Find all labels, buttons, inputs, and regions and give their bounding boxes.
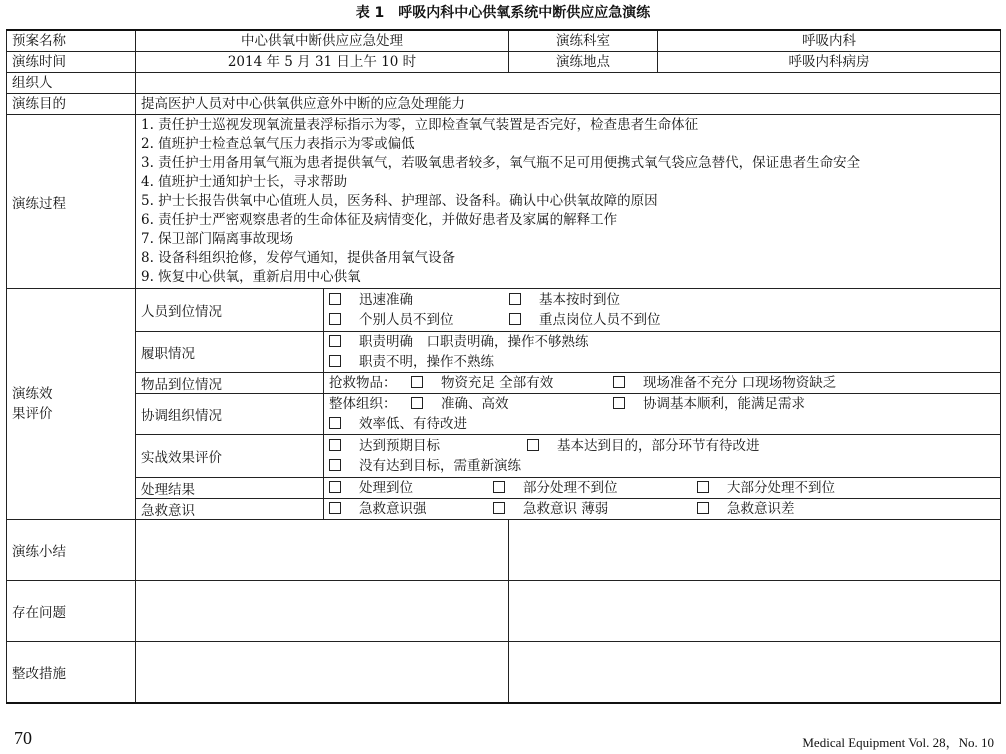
row-eval-awareness — [7, 499, 1001, 520]
row-eval-result — [7, 478, 1001, 499]
summary-label: 演练小结 — [7, 520, 136, 581]
place-label: 演练地点 — [509, 52, 658, 73]
journal-citation: Medical Equipment Vol. 28，No. 10 — [802, 735, 994, 750]
purpose-label: 演练目的 — [7, 94, 136, 115]
option-label: 效率低、有待改进 — [359, 416, 467, 432]
evaluation-label-line1: 演练效 — [12, 386, 53, 402]
summary-cell[interactable] — [509, 520, 1001, 581]
time-label: 演练时间 — [7, 52, 136, 73]
dept-label: 演练科室 — [509, 30, 658, 52]
option-label: 达到预期目标 — [359, 438, 440, 454]
measures-label: 整改措施 — [7, 642, 136, 704]
place-value: 呼吸内科病房 — [658, 52, 1001, 73]
checkbox[interactable] — [527, 439, 539, 451]
checkbox[interactable] — [329, 417, 341, 429]
result-label: 处理结果 — [136, 478, 324, 499]
row-purpose — [7, 94, 1001, 115]
measures-cell[interactable] — [509, 642, 1001, 704]
process-step: 3. 责任护士用备用氧气瓶为患者提供氧气，若吸氧患者较多，氧气瓶不足可用便携式氧气袋应急替代，保证患者生命安全 — [141, 155, 861, 171]
coordination-prefix: 整体组织： — [329, 396, 397, 412]
option-label: 基本达到目的，部分环节有待改进 — [557, 438, 760, 454]
supplies-prefix: 抢救物品： — [329, 375, 397, 391]
checkbox[interactable] — [493, 481, 505, 493]
option-label: 职责明确 口职责明确，操作不够熟练 — [359, 334, 589, 350]
process-steps — [136, 115, 1001, 289]
checkbox[interactable] — [329, 313, 341, 325]
checkbox[interactable] — [329, 355, 341, 367]
option-label: 准确、高效 — [441, 396, 509, 412]
option-label: 个别人员不到位 — [359, 312, 454, 328]
personnel-label: 人员到位情况 — [136, 289, 324, 332]
problems-cell[interactable] — [136, 581, 509, 642]
row-organizer — [7, 73, 1001, 94]
organizer-value — [136, 73, 1001, 94]
checkbox[interactable] — [329, 293, 341, 305]
row-process — [7, 115, 1001, 289]
awareness-options — [324, 499, 1001, 520]
checkbox[interactable] — [509, 313, 521, 325]
checkbox[interactable] — [411, 397, 423, 409]
coordination-label: 协调组织情况 — [136, 394, 324, 435]
personnel-options — [324, 289, 1001, 332]
effect-options — [324, 435, 1001, 478]
row-eval-effect — [7, 435, 1001, 478]
checkbox[interactable] — [509, 293, 521, 305]
process-label: 演练过程 — [7, 115, 136, 289]
row-problems — [7, 581, 1001, 642]
process-step: 4. 值班护士通知护士长，寻求帮助 — [141, 174, 348, 190]
dept-value: 呼吸内科 — [658, 30, 1001, 52]
option-label: 迅速准确 — [359, 292, 413, 308]
option-label: 急救意识差 — [727, 501, 795, 517]
option-label: 重点岗位人员不到位 — [539, 312, 661, 328]
time-value: 2014 年 5 月 31 日上午 10 时 — [136, 52, 509, 73]
summary-cell[interactable] — [136, 520, 509, 581]
option-label: 处理到位 — [359, 480, 413, 496]
process-step: 2. 值班护士检查总氧气压力表指示为零或偏低 — [141, 136, 415, 152]
drill-table — [6, 29, 1001, 704]
process-step: 5. 护士长报告供氧中心值班人员，医务科、护理部、设备科。确认中心供氧故障的原因 — [141, 193, 658, 209]
option-label: 基本按时到位 — [539, 292, 620, 308]
measures-cell[interactable] — [136, 642, 509, 704]
option-label: 物资充足 全部有效 — [441, 375, 554, 391]
process-step: 9. 恢复中心供氧，重新启用中心供氧 — [141, 269, 361, 285]
row-measures — [7, 642, 1001, 704]
duty-label: 履职情况 — [136, 332, 324, 373]
process-step: 6. 责任护士严密观察患者的生命体征及病情变化，并做好患者及家属的解释工作 — [141, 212, 618, 228]
evaluation-label-line2: 果评价 — [12, 406, 53, 422]
checkbox[interactable] — [493, 502, 505, 514]
problems-label: 存在问题 — [7, 581, 136, 642]
row-summary — [7, 520, 1001, 581]
coordination-options — [324, 394, 1001, 435]
problems-cell[interactable] — [509, 581, 1001, 642]
result-options — [324, 478, 1001, 499]
purpose-value: 提高医护人员对中心供氧供应意外中断的应急处理能力 — [136, 94, 1001, 115]
checkbox[interactable] — [697, 502, 709, 514]
effect-label: 实战效果评价 — [136, 435, 324, 478]
drill-table-container — [6, 29, 1000, 704]
checkbox[interactable] — [613, 376, 625, 388]
evaluation-label — [7, 289, 136, 520]
table-title: 表 1 呼吸内科中心供氧系统中断供应应急演练 — [355, 5, 651, 21]
checkbox[interactable] — [329, 502, 341, 514]
checkbox[interactable] — [329, 439, 341, 451]
row-eval-duty — [7, 332, 1001, 373]
checkbox[interactable] — [329, 481, 341, 493]
option-label: 急救意识强 — [359, 501, 427, 517]
option-label: 急救意识 薄弱 — [523, 501, 609, 517]
option-label: 协调基本顺利，能满足需求 — [643, 396, 805, 412]
option-label: 部分处理不到位 — [523, 480, 618, 496]
row-plan-name — [7, 30, 1001, 52]
process-step: 8. 设备科组织抢修，发停气通知，提供备用氧气设备 — [141, 250, 456, 266]
checkbox[interactable] — [613, 397, 625, 409]
page-number: 70 — [14, 728, 32, 748]
supplies-options — [324, 373, 1001, 394]
organizer-label: 组织人 — [7, 73, 136, 94]
checkbox[interactable] — [329, 459, 341, 471]
option-label: 现场准备不充分 口现场物资缺乏 — [643, 375, 837, 391]
supplies-label: 物品到位情况 — [136, 373, 324, 394]
plan-name-value: 中心供氧中断供应应急处理 — [136, 30, 509, 52]
duty-options — [324, 332, 1001, 373]
option-label: 职责不明，操作不熟练 — [359, 354, 494, 370]
checkbox[interactable] — [697, 481, 709, 493]
row-eval-personnel — [7, 289, 1001, 332]
option-label: 没有达到目标，需重新演练 — [359, 458, 521, 474]
plan-name-label: 预案名称 — [7, 30, 136, 52]
row-eval-coordination — [7, 394, 1001, 435]
checkbox[interactable] — [329, 335, 341, 347]
option-label: 大部分处理不到位 — [727, 480, 835, 496]
row-time — [7, 52, 1001, 73]
checkbox[interactable] — [411, 376, 423, 388]
process-step: 1. 责任护士巡视发现氧流量表浮标指示为零，立即检查氧气装置是否完好，检查患者生命体征 — [141, 117, 699, 133]
row-eval-supplies — [7, 373, 1001, 394]
awareness-label: 急救意识 — [136, 499, 324, 520]
process-step: 7. 保卫部门隔离事故现场 — [141, 231, 294, 247]
